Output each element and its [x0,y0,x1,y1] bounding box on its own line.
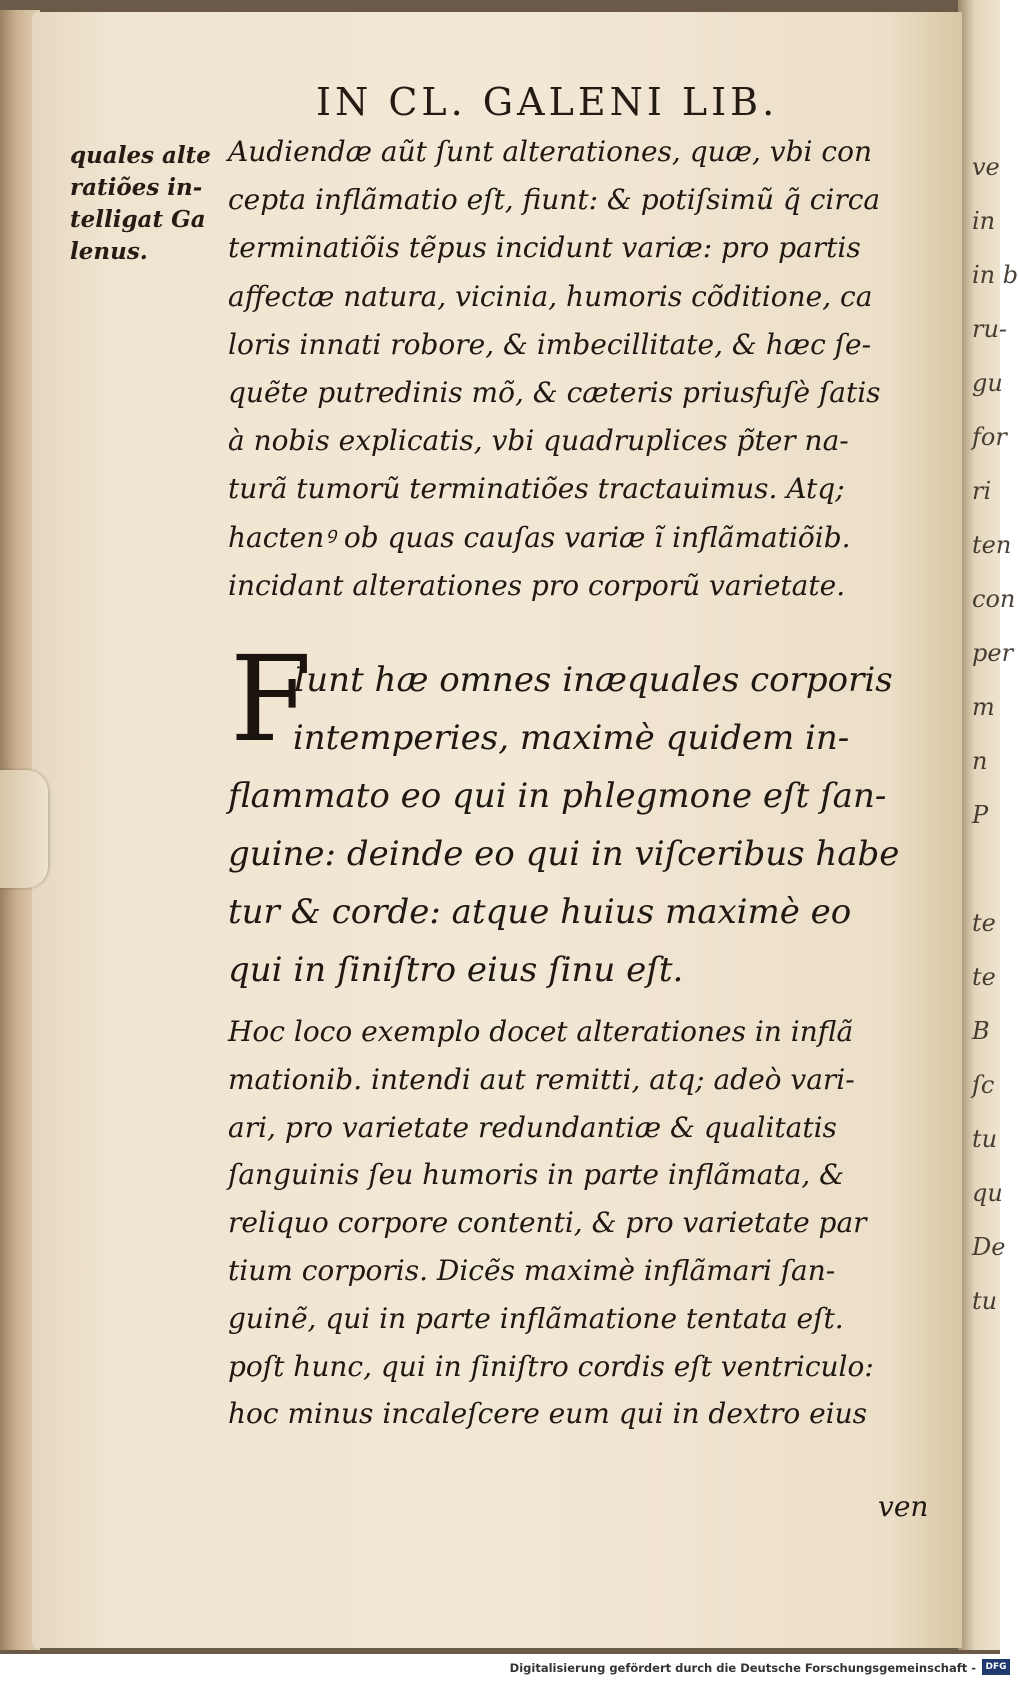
main-text-block [228,128,933,1431]
commentary-paragraph-2: Hoc loco exemplo docet alterationes in inflã mationib. intendi aut remitti, atq; adeò vari- ari, pro varietate redundantiæ & qualitatis ſanguinis ſeu humoris in parte inflãmata, & reliquo corpore contenti, & pro varietate par tium corporis. Dicẽs maximè inflãmari ſan- guinẽ, qui in parte inflãmatione tentata eſt. poſt hunc, qui in ſiniſtro cordis eſt ventriculo: hoc minus incaleſcere eum qui in dextro eius [228,1015,874,1431]
drop-cap-initial: F [230,630,312,768]
commentary-paragraph-1: Audiendæ aũt ſunt alterationes, quæ, vbi con cepta inflãmatio eſt, fiunt: & potiſsimũ q̃ circa terminatiõis tẽpus incidunt variæ: pro partis affectæ natura, vicinia, humoris cõditione, ca loris innati robore, & imbecillitate, & hæc ſe- quẽte putredinis mõ, & cæteris priusfuſè ſatis à nobis explicatis, vbi quadruplices p̃ter na- turã tumorũ terminatiões tractauimus. Atq; hactenꝰ ob quas cauſas variæ ĩ inflãmatiõib. incidant alterationes pro corporũ varietate. [228,135,881,602]
dfg-logo: DFG [982,1659,1010,1675]
catchword: ven [878,1490,929,1523]
galen-text-paragraph: Iunt hæ omnes inæquales corporis intemperies, maximè quidem in- flammato eo qui in phlegmone eſt ſan- guine: deinde eo qui in viſceribus habe tur & corde: atque huius maximè eo qui in ſiniſtro eius ſinu eſt. [228,660,900,990]
running-head: IN CL. GALENI LIB. [316,80,779,124]
page-clip [0,770,48,888]
digitization-credit: Digitalisierung gefördert durch die Deutsche Forschungsgemeinschaft - [509,1661,976,1675]
marginal-note: quales alte ratiões in- telligat Ga lenus. [70,142,211,265]
facing-page-text-fragment: ve in in b ru- gu for ri ten con per m n P te te B ſc tu qu De tu [972,153,1018,1315]
